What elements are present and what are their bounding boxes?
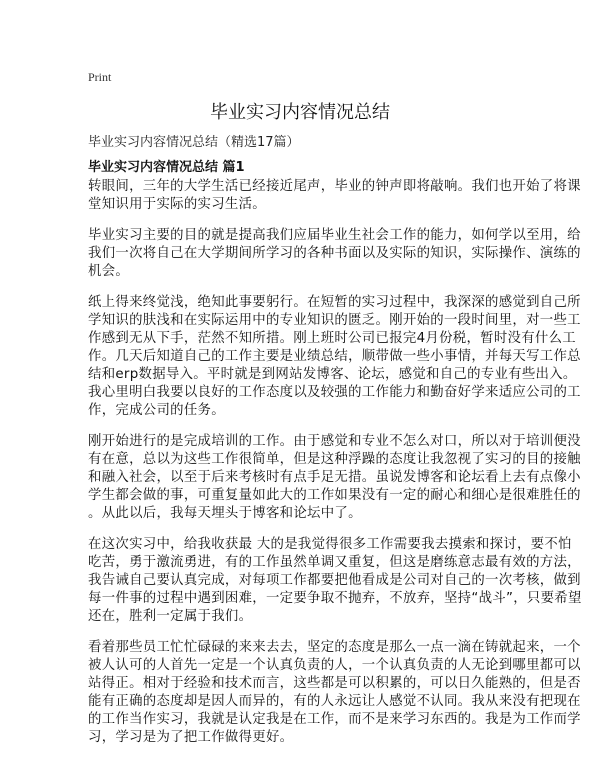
paragraph-line: 作，完成公司的任务。	[88, 403, 225, 418]
section-heading: 毕业实习内容情况总结 篇1	[88, 160, 245, 175]
paragraph-line: 刚开始进行的是完成培训的工作。由于感觉和专业不怎么对口，所以对于培训便没	[88, 434, 581, 449]
paragraph	[88, 294, 581, 420]
paragraph	[88, 639, 581, 747]
paragraph-line: 。从此以后，我每天埋头于博客和论坛中了。	[88, 506, 362, 521]
paragraph-line: 堂知识用于实际的实习生活。	[88, 197, 266, 212]
paragraph-line: 纸上得来终觉浅，绝知此事要躬行。在短暂的实习过程中，我深深的感觉到自己所	[88, 295, 581, 310]
document-subtitle: 毕业实习内容情况总结（精选17篇）	[88, 135, 300, 150]
paragraph	[88, 178, 581, 214]
paragraph-line: 吃苦，勇于激流勇进，有的工作虽然单调又重复，但这是磨练意志最有效的方法，	[88, 555, 581, 570]
paragraph	[88, 227, 581, 281]
paragraph-line: 每一件事的过程中遇到困难，一定要争取不抛弃，不放弃，坚持“战斗”，只要希望	[88, 591, 582, 606]
paragraph-line: 机会。	[88, 264, 130, 279]
paragraph-line: 还在，胜利一定属于我们。	[88, 609, 253, 624]
document-body	[88, 178, 582, 760]
document-title: 毕业实习内容情况总结	[210, 102, 390, 123]
paragraph-line: 作。几天后知道自己的工作主要是业绩总结，顺带做一些小事情，并每天写工作总	[88, 349, 581, 364]
paragraph	[88, 536, 582, 626]
paragraph-line: 我心里明白我要以良好的工作态度以及较强的工作能力和勤奋好学来适应公司的工	[88, 385, 581, 400]
paragraph-line: 学知识的肤浅和在实际运用中的专业知识的匮乏。刚开始的一段时间里，对一些工	[88, 313, 581, 328]
paragraph-line: 毕业实习主要的目的就是提高我们应届毕业生社会工作的能力，如何学以至用，给	[88, 228, 581, 243]
paragraph-line: 在这次实习中，给我收获最 大的是我觉得很多工作需要我去摸索和探讨，要不怕	[88, 537, 572, 552]
paragraph-line: 学生都会做的事，可重复量如此大的工作如果没有一定的耐心和细心是很难胜任的	[88, 488, 581, 503]
paragraph-line: 习，学习是为了把工作做得更好。	[88, 730, 294, 745]
paragraph-line: 我们一次将自己在大学期间所学习的各种书面以及实际的知识，实际操作、演练的	[88, 246, 581, 261]
paragraph-line: 结和erp数据导入。平时就是到网站发博客、论坛，感觉和自己的专业有些出入。	[88, 367, 577, 382]
paragraph-line: 和融入社会，以至于后来考核时有点手足无措。虽说发博客和论坛看上去有点像小	[88, 470, 581, 485]
paragraph-line: 作感到无从下手，茫然不知所措。刚上班时公司已报完4月份税，暂时没有什么工	[88, 331, 576, 346]
paragraph-line: 站得正。相对于经验和技术而言，这些都是可以积累的，可以日久能熟的，但是否	[88, 676, 581, 691]
print-link[interactable]: Print	[88, 70, 112, 84]
paragraph-line: 转眼间，三年的大学生活已经接近尾声，毕业的钟声即将敲响。我们也开始了将课	[88, 179, 581, 194]
paragraph-line: 被人认可的人首先一定是一个认真负责的人，一个认真负责的人无论到哪里都可以	[88, 658, 581, 673]
paragraph-line: 有在意，总以为这些工作很简单，但是这种浮躁的态度让我忽视了实习的目的接触	[88, 452, 581, 467]
paragraph	[88, 433, 581, 523]
paragraph-line: 我告诫自己要认真完成，对每项工作都要把他看成是公司对自己的一次考核，做到	[88, 573, 581, 588]
paragraph-line: 的工作当作实习，我就是认定我是在工作，而不是来学习东西的。我是为工作而学	[88, 712, 581, 727]
paragraph-line: 能有正确的态度却是因人而异的，有的人永远让人感觉不认同。我从来没有把现在	[88, 694, 581, 709]
paragraph-line: 看着那些员工忙忙碌碌的来来去去，坚定的态度是那么一点一滴在铸就起来，一个	[88, 640, 581, 655]
